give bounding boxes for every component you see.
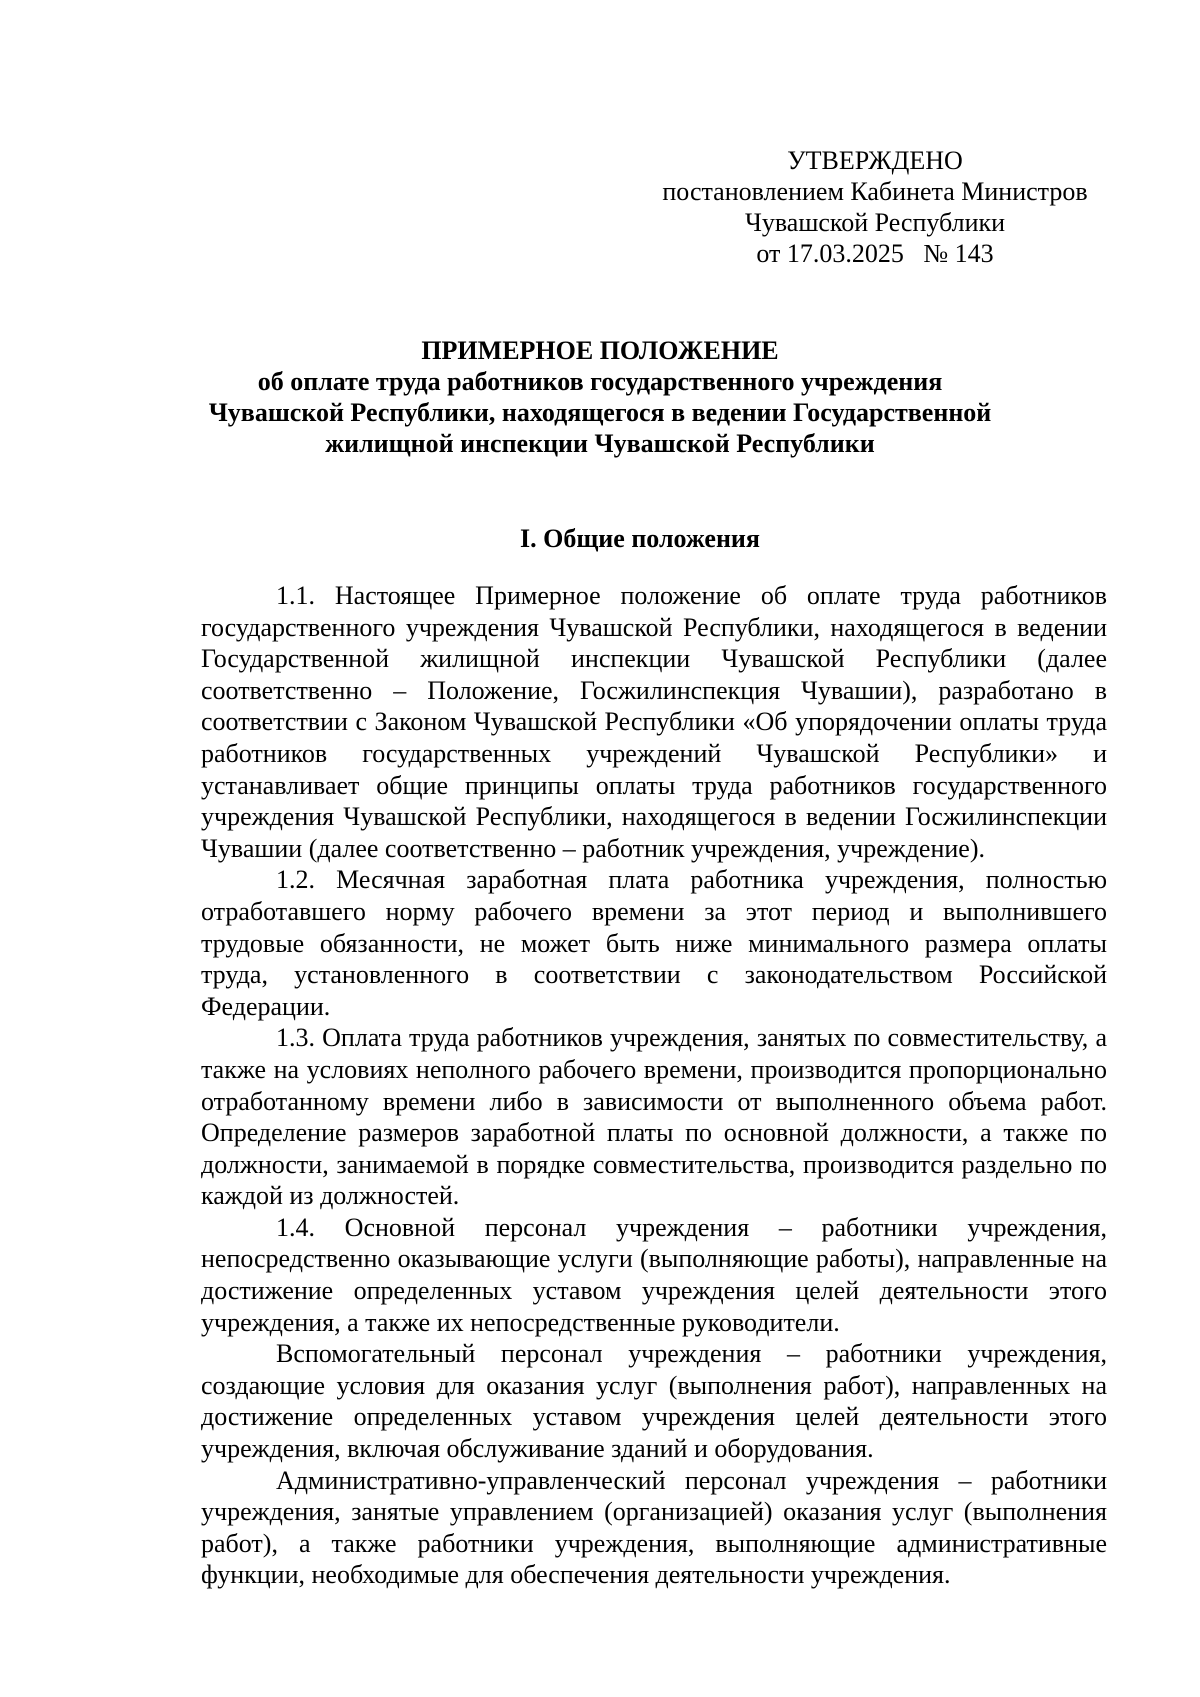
paragraph-1-1: 1.1. Настоящее Примерное положение об оплате труда работников государственного учреждения Чувашской Республики, находящегося в ведении Государственной жилищной инспекции Чувашской Республики (далее соответственно – Положение, Госжилинспекция Чувашии), разработано в соответствии с Законом Чувашской Республики «Об упорядочении оплаты труда работников государственных учреждений Чувашской Республики» и устанавливает общие принципы оплаты труда работников государственного учреждения Чувашской Республики, находящегося в ведении Госжилинспекции Чувашии (далее соответственно – работник учреждения, учреждение). bbox=[201, 581, 1107, 863]
approval-stamp bbox=[640, 145, 1110, 269]
document-title bbox=[160, 335, 1040, 459]
title-line-3: Чувашской Республики, находящегося в ведении Государственной bbox=[208, 398, 992, 427]
paragraph-1-2: 1.2. Месячная заработная плата работника учреждения, полностью отработавшего норму рабочего времени за этот период и выполнившего трудовые обязанности, не может быть ниже минимального размера оплаты труда, установленного в соответствии с законодательством Российской Федерации. bbox=[201, 865, 1107, 1021]
paragraph-1-3: 1.3. Оплата труда работников учреждения, занятых по совместительству, а также на условиях неполного рабочего времени, производится пропорционально отработанному времени либо в зависимости от выполненного объема работ. Определение размеров заработной платы по основной должности, а также по должности, занимаемой в порядке совместительства, производится раздельно по каждой из должностей. bbox=[201, 1023, 1107, 1211]
section-heading: I. Общие положения bbox=[520, 524, 760, 553]
paragraph-auxiliary-staff: Вспомогательный персонал учреждения – работники учреждения, создающие условия для оказания услуг (выполнения работ), направленных на достижение определенных уставом учреждения целей деятельности этого учреждения, включая обслуживание зданий и оборудования. bbox=[201, 1339, 1107, 1464]
approval-line-date-number: от 17.03.2025 № 143 bbox=[756, 239, 994, 268]
title-line-2: об оплате труда работников государственного учреждения bbox=[257, 367, 943, 396]
approval-line-issuer: постановлением Кабинета Министров bbox=[662, 177, 1088, 206]
paragraph-1-4: 1.4. Основной персонал учреждения – работники учреждения, непосредственно оказывающие услуги (выполняющие работы), направленные на достижение определенных уставом учреждения целей деятельности этого учреждения, а также их непосредственные руководители. bbox=[201, 1212, 1107, 1337]
document-body bbox=[201, 580, 1107, 1591]
title-line-4: жилищной инспекции Чувашской Республики bbox=[325, 429, 875, 458]
title-line-1: ПРИМЕРНОЕ ПОЛОЖЕНИЕ bbox=[421, 336, 779, 365]
approval-line-approved: УТВЕРЖДЕНО bbox=[787, 146, 963, 175]
paragraph-administrative-staff: Административно-управленческий персонал учреждения – работники учреждения, занятые управлением (организацией) оказания услуг (выполнения работ), а также работники учреждения, выполняющие административные функции, необходимые для обеспечения деятельности учреждения. bbox=[201, 1465, 1107, 1590]
approval-line-republic: Чувашской Республики bbox=[744, 208, 1006, 237]
